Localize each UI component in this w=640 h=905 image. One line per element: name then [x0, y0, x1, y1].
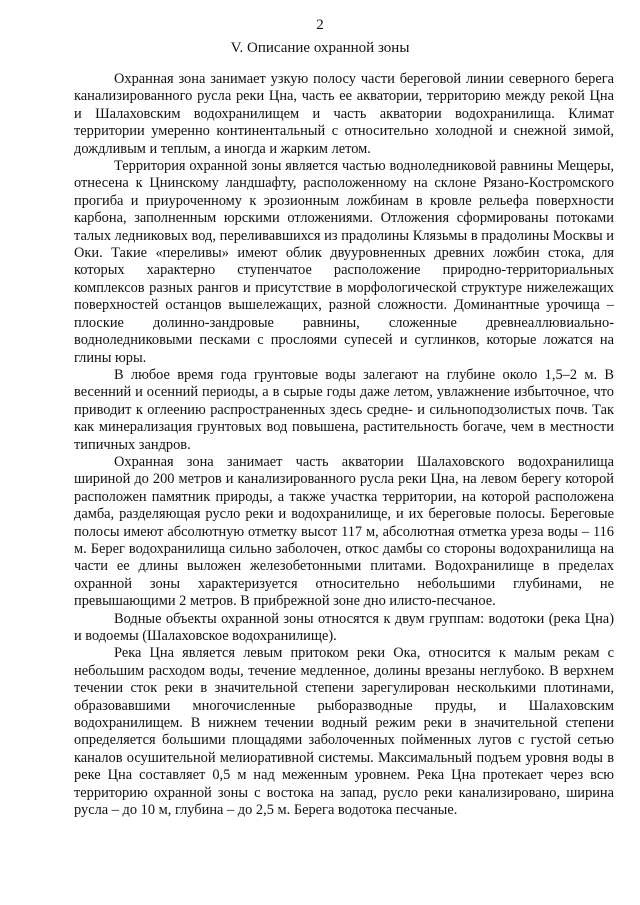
paragraph-groundwater: В любое время года грунтовые воды залегают на глубине около 1,5–2 м. В весенний и осенний периоды, а в сырые годы даже летом, увлажнение избыточное, что приводит к оглеению распространенных здесь средне- и сильноподзолистых почв. Так как минерализация грунтовых вод повышена, растительность богаче, чем в местности типичных зандров. [74, 366, 614, 453]
page-number: 2 [316, 17, 324, 33]
paragraph-water-objects: Водные объекты охранной зоны относятся к двум группам: водотоки (река Цна) и водоемы (Шалаховское водохранилище). [74, 610, 614, 644]
section-title: V. Описание охранной зоны [230, 40, 410, 56]
document-body [74, 71, 614, 819]
paragraph-river: Река Цна является левым притоком реки Ока, относится к малым рекам с небольшим расходом воды, течение медленное, долины врезаны неглубоко. В верхнем течении сток реки в значительной степени зарегулирован несколькими плотинами, образовавшими многочисленные рыборазводные пруды, и Шалаховским водохранилищем. В нижнем течении водный режим реки в значительной степени определяется большими площадями заболоченных пойменных лугов с густой сетью каналов осушительной мелиоративной системы. Максимальный подъем уровня воды в реке Цна составляет 0,5 м над меженным уровнем. Река Цна протекает через всю территорию охранной зоны с востока на запад, русло реки канализировано, ширина русла – до 10 м, глубина – до 2,5 м. Берега водотока песчаные. [74, 645, 614, 819]
paragraph-landscape: Территория охранной зоны является частью водноледниковой равнины Мещеры, отнесена к Цнинскому ландшафту, расположенному на склоне Рязано-Костромского прогиба и приуроченному к эрозионным ложбинам в кровле рельефа поверхности карбона, заполненным юрскими отложениями. Отложения сформированы потоками талых ледниковых вод, переливавшихся из прадолины Клязьмы в прадолины Москвы и Оки. Такие «переливы» имеют облик двууровненных древних ложбин стока, для которых характерно ступенчатое расположение природно-территориальных комплексов разных рангов и присутствие в морфологической структуре нижележащих поверхностей останцов вышележащих, разной сложности. Доминантные урочища – плоские долинно-зандровые равнины, сложенные древнеаллювиально-водноледниковыми песками с прослоями супесей и суглинков, которые ложатся на глины юры. [74, 158, 614, 366]
paragraph-reservoir: Охранная зона занимает часть акватории Шалаховского водохранилища шириной до 200 метров и канализированного русла реки Цна, на левом берегу которой расположен памятник природы, а также участка территории, на которой расположена дамба, разделяющая русло реки и водохранилище, и их береговые полосы. Береговые полосы имеют абсолютную отметку высот 117 м, абсолютная отметка уреза воды – 116 м. Берег водохранилища сильно заболочен, откос дамбы со стороны водохранилища на части ее длины выложен железобетонными плитами. Водохранилище в пределах охранной зоны характеризуется относительно небольшими глубинами, не превышающими 2 метров. В прибрежной зоне дно илисто-песчаное. [74, 453, 614, 610]
paragraph-climate: Охранная зона занимает узкую полосу части береговой линии северного берега канализированного русла реки Цна, часть ее акватории, территорию между рекой Цна и Шалаховским водохранилищем и часть акватории водохранилища. Климат территории умеренно континентальный с относительно холодной и снежной зимой, дождливым и теплым, а иногда и жарким летом. [74, 71, 614, 157]
